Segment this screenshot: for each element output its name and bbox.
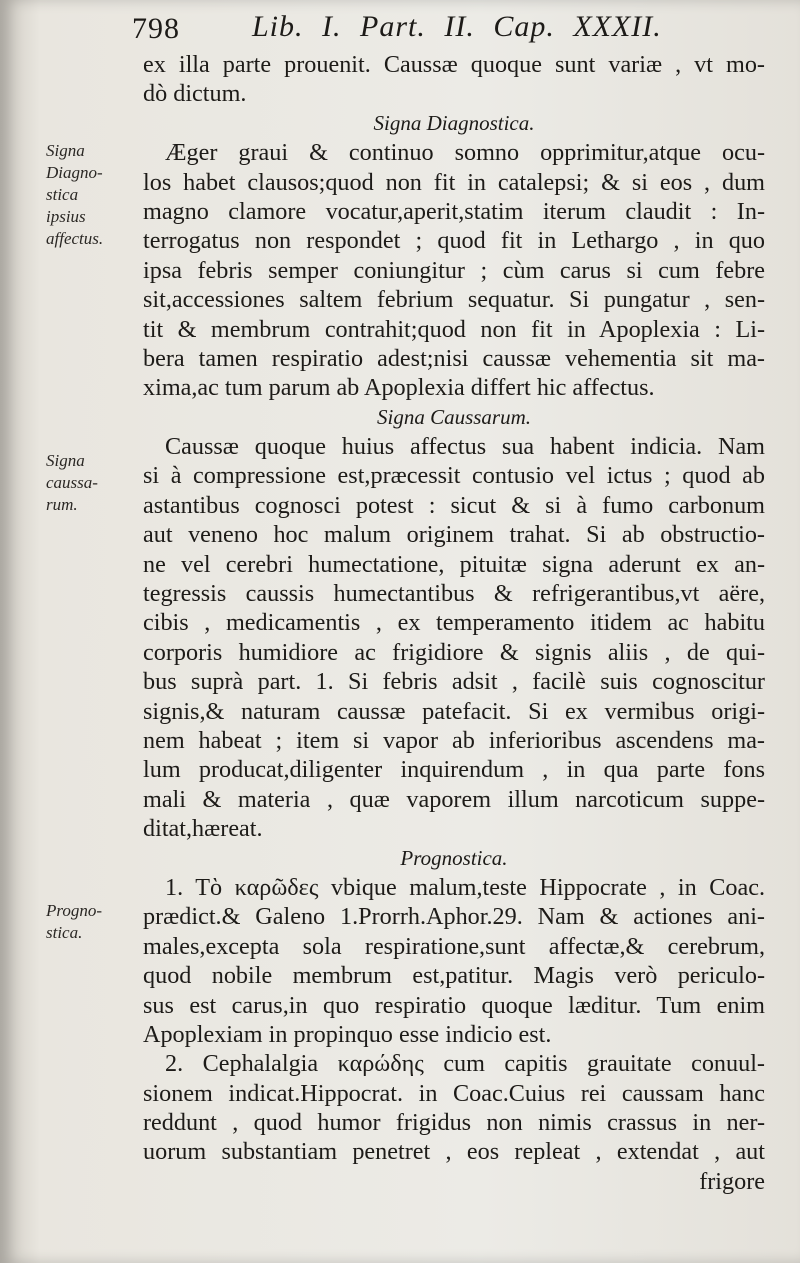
text-line: astantibus cognosci potest : sicut & si à fumo carbonum	[143, 491, 765, 519]
text-line: bus suprà part. 1. Si febris adsit , facilè suis cognoscitur	[143, 668, 765, 696]
body-text	[143, 50, 765, 1196]
margin-line: stica	[46, 185, 79, 204]
margin-line: stica.	[46, 923, 83, 942]
section-heading-diagnostica: Signa Diagnostica.	[373, 110, 535, 135]
margin-line: Diagno-	[46, 163, 103, 182]
text-line: sus est carus,in quo respiratio quoque læditur. Tum enim	[143, 991, 765, 1019]
page-number: 798	[132, 12, 180, 45]
margin-line: ipsius	[46, 207, 86, 226]
text-line: prædict.& Galeno 1.Prorrh.Aphor.29. Nam & actiones ani-	[143, 903, 765, 931]
text-line: corporis humidiore ac frigidiore & signis aliis , de qui-	[143, 638, 765, 666]
section-heading-prognostica: Prognostica.	[400, 845, 508, 870]
text-line: ditat,hæreat.	[143, 815, 263, 843]
margin-line: Progno-	[46, 901, 103, 920]
text-line: los habet clausos;quod non fit in catalepsi; & si eos , dum	[143, 168, 765, 196]
text-line: magno clamore vocatur,aperit,statim iterum claudit : In-	[143, 197, 765, 225]
text-line: signis,& naturam caussæ patefacit. Si ex vermibus origi-	[143, 697, 765, 725]
text-line: nem habeat ; item si vapor ab inferioribus ascendens ma-	[143, 726, 765, 754]
text-line: tit & membrum contrahit;quod non fit in Apoplexia : Li-	[143, 315, 765, 343]
margin-line: Signa	[46, 451, 85, 470]
text-line: xima,ac tum parum ab Apoplexia differt hic affectus.	[143, 374, 655, 402]
text-line: ex illa parte prouenit. Caussæ quoque sunt variæ , vt mo-	[143, 51, 765, 78]
text-line: bera tamen respiratio adest;nisi caussæ vehementia sit ma-	[143, 344, 765, 372]
margin-line: affectus.	[46, 229, 104, 248]
running-title: Lib. I. Part. II. Cap. XXXII.	[252, 10, 662, 43]
margin-note-prognostica	[46, 900, 134, 944]
margin-note-diagnostica	[46, 140, 134, 250]
margin-note-caussarum	[46, 450, 134, 516]
margin-line: rum.	[46, 495, 78, 514]
text-line: sit,accessiones saltem febrium sequatur. Si pungatur , sen-	[143, 286, 765, 314]
text-line: Caussæ quoque huius affectus sua habent indicia. Nam	[165, 433, 765, 461]
text-line: quod nobile membrum est,patitur. Magis verò periculo-	[143, 962, 765, 990]
text-line: 1. Τὸ καρῶδες vbique malum,teste Hippocrate , in Coac.	[165, 873, 765, 901]
text-line: si à compressione est,præcessit contusio vel ictus ; quod ab	[143, 462, 765, 490]
catchword: frigore	[699, 1167, 765, 1195]
text-line: sionem indicat.Hippocrat. in Coac.Cuius rei caussam hanc	[143, 1079, 765, 1107]
text-line: lum producat,diligenter inquirendum , in qua parte fons	[143, 756, 765, 784]
text-line: tegressis caussis humectantibus & refrigerantibus,vt aëre,	[143, 580, 765, 608]
section-heading-caussarum: Signa Caussarum.	[376, 404, 532, 429]
text-line: terrogatus non respondet ; quod fit in Lethargo , in quo	[143, 227, 765, 255]
text-line: cibis , medicamentis , ex temperamento itidem ac habitu	[143, 609, 765, 637]
margin-line: Signa	[46, 141, 85, 160]
text-line: reddunt , quod humor frigidus non nimis crassus in ner-	[143, 1109, 765, 1137]
text-line: Æger graui & continuo somno opprimitur,atque ocu-	[165, 139, 765, 167]
text-line: aut veneno hoc malum originem trahat. Si ab obstructio-	[143, 521, 765, 549]
text-line: dò dictum.	[143, 80, 247, 108]
text-line: 2. Cephalalgia καρώδης cum capitis grauitate conuul-	[165, 1050, 765, 1078]
running-header	[132, 8, 762, 46]
text-line: uorum substantiam penetret , eos repleat , extendat , aut	[143, 1138, 765, 1166]
text-line: males,excepta sola respiratione,sunt affectæ,& cerebrum,	[143, 932, 765, 960]
margin-line: caussa-	[46, 473, 98, 492]
text-line: ne vel cerebri humectatione, pituitæ signa aderunt ex an-	[143, 550, 765, 578]
text-line: mali & materia , quæ vaporem illum narcoticum suppe-	[143, 785, 765, 813]
text-line: Apoplexiam in propinquo esse indicio est.	[143, 1020, 552, 1048]
text-line: ipsa febris semper coniungitur ; cùm carus si cum febre	[143, 256, 765, 284]
